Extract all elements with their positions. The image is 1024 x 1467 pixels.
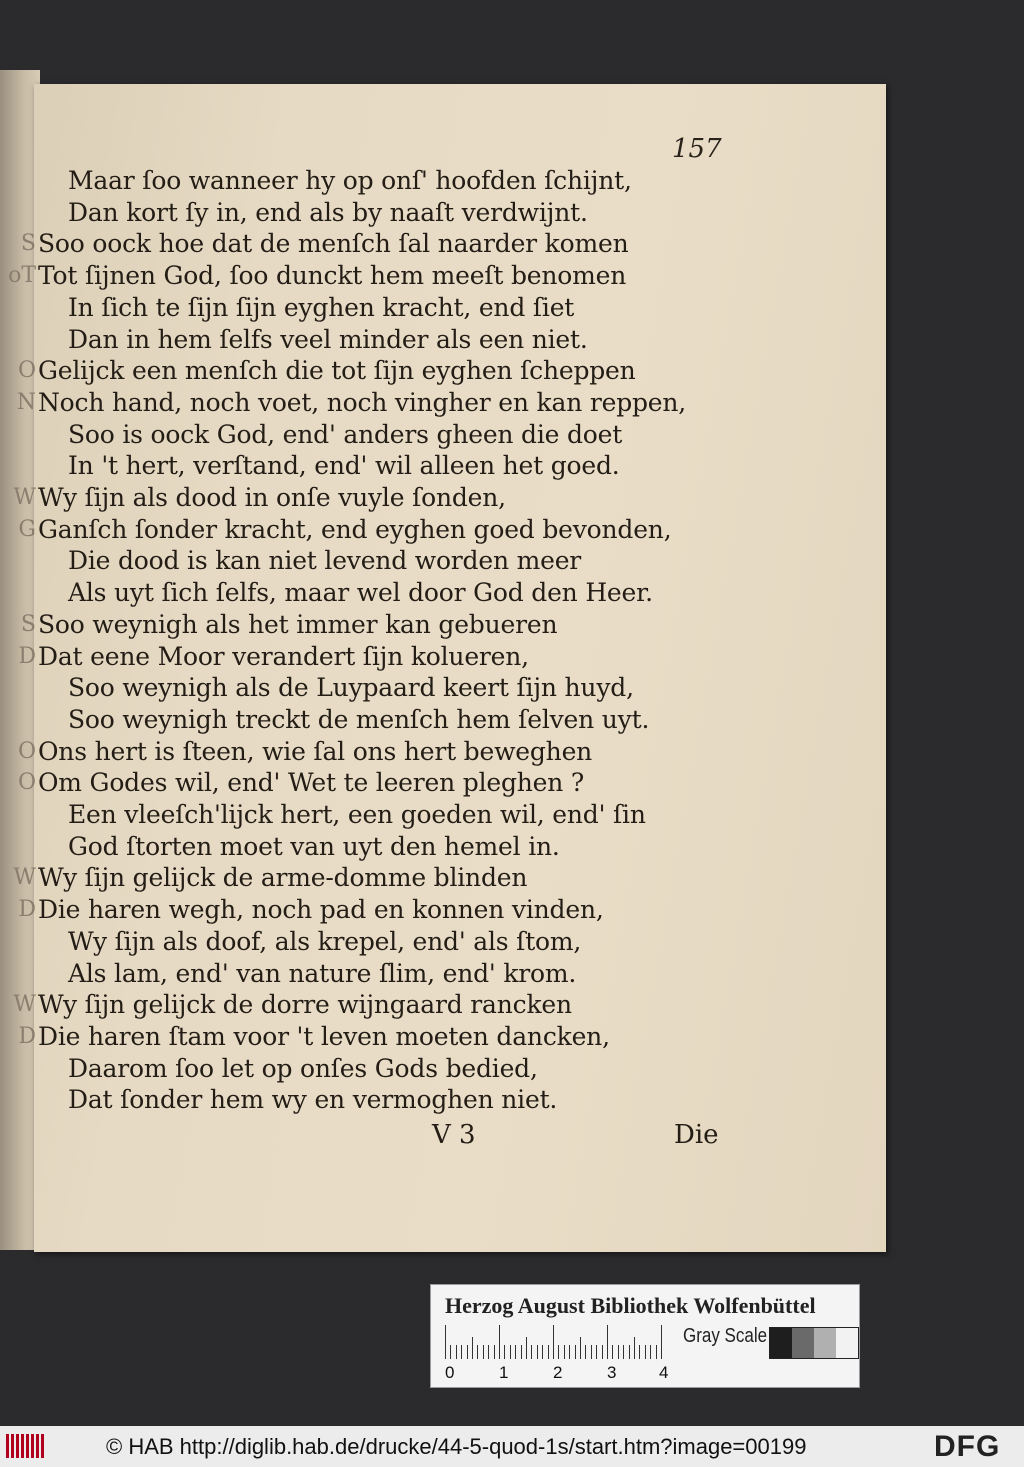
scale-ruler <box>445 1325 673 1359</box>
verse-line: Ganſch ſonder kracht, end eyghen goed bevonden, <box>38 514 672 544</box>
source-url-link[interactable]: © HAB http://diglib.hab.de/drucke/44-5-quod-1s/start.htm?image=00199 <box>106 1434 807 1459</box>
ruler-tick <box>472 1337 473 1359</box>
bleed-through-letter: W <box>13 992 36 1018</box>
gray-swatch <box>814 1328 836 1358</box>
ruler-tick <box>477 1345 478 1359</box>
ruler-tick <box>558 1345 559 1359</box>
ruler-tick <box>645 1345 646 1359</box>
verse-line: Soo oock hoe dat de menſch ſal naarder komen <box>38 229 629 259</box>
ruler-tick <box>499 1325 500 1359</box>
ruler-tick <box>639 1345 640 1359</box>
ruler-tick <box>623 1345 624 1359</box>
verse-line: Tot ſijnen God, ſoo dunckt hem meeſt benomen <box>38 261 627 291</box>
gray-scale-label: Gray Scale <box>683 1325 768 1347</box>
ruler-tick <box>602 1345 603 1359</box>
color-calibration-bar <box>430 1284 860 1388</box>
ruler-tick <box>575 1345 576 1359</box>
bleed-through-letter: oT <box>8 263 36 289</box>
verse-line: Dan kort ſy in, end als by naaſt verdwijnt. <box>68 197 588 227</box>
verse-line: Gelijck een menſch die tot ſijn eyghen ſcheppen <box>38 356 636 386</box>
verse-line: Soo is oock God, end' anders gheen die doet <box>68 419 623 449</box>
verse-line: Wy ſijn gelijck de arme-domme blinden <box>38 863 528 893</box>
ruler-tick <box>548 1345 549 1359</box>
ruler-tick <box>537 1345 538 1359</box>
verse-line: Wy ſijn als doof, als krepel, end' als ſtom, <box>68 926 582 956</box>
ruler-tick <box>542 1345 543 1359</box>
bleed-through-letter: O <box>17 738 36 764</box>
ruler-tick <box>596 1345 597 1359</box>
bleed-through-letter: D <box>18 897 36 923</box>
ruler-tick <box>629 1345 630 1359</box>
verse-line: Die haren ſtam voor 't leven moeten dancken, <box>38 1021 610 1051</box>
verse-line: Die dood is kan niet levend worden meer <box>68 546 582 576</box>
bleed-through-letter: D <box>18 1023 36 1049</box>
verse-line: Die haren wegh, noch pad en konnen vinden, <box>38 895 604 925</box>
verse-line: Dat ſonder hem wy en vermoghen niet. <box>68 1085 558 1115</box>
verse-line: Dat eene Moor verandert ſijn kolueren, <box>38 641 529 671</box>
bleed-through-letter: D <box>18 643 36 669</box>
ruler-tick <box>569 1345 570 1359</box>
scale-number: 4 <box>659 1363 669 1382</box>
ruler-tick <box>494 1345 495 1359</box>
verse-line: Om Godes wil, end' Wet te leeren pleghen ? <box>38 768 585 798</box>
bleed-through-letter: S <box>20 231 36 257</box>
signature-mark: V 3 <box>432 1120 476 1150</box>
gray-swatch <box>836 1328 858 1358</box>
ruler-tick <box>526 1337 527 1359</box>
bleed-through-letter: S <box>20 611 36 637</box>
ruler-tick <box>531 1345 532 1359</box>
ruler-tick <box>521 1345 522 1359</box>
verse-line: Als uyt ſich ſelfs, maar wel door God den Heer. <box>68 578 653 608</box>
gray-swatch <box>770 1328 792 1358</box>
ruler-tick <box>445 1325 446 1359</box>
verse-line: In 't hert, verſtand, end' wil alleen het goed. <box>68 451 620 481</box>
bleed-through-letter: W <box>13 865 36 891</box>
page-number: 157 <box>672 134 722 164</box>
verse-line: Daarom ſoo let op onſes Gods bedied, <box>68 1053 538 1083</box>
verse-line: Soo weynigh als de Luypaard keert ſijn huyd, <box>68 673 634 703</box>
ruler-tick <box>461 1345 462 1359</box>
ruler-tick <box>564 1345 565 1359</box>
ruler-tick <box>483 1345 484 1359</box>
verse-line: Noch hand, noch voet, noch vingher en kan reppen, <box>38 387 687 417</box>
ruler-tick <box>634 1337 635 1359</box>
verse-line: Wy ſijn gelijck de dorre wijngaard rancken <box>38 990 572 1020</box>
verse-line: In ſich te ſijn ſijn eyghen kracht, end ſiet <box>68 292 575 322</box>
book-page <box>34 84 886 1252</box>
ruler-tick <box>612 1345 613 1359</box>
dfg-logo: DFG <box>934 1430 1001 1463</box>
bleed-through-letter: O <box>17 770 36 796</box>
ruler-tick <box>618 1345 619 1359</box>
bleed-through-letter: N <box>16 389 36 415</box>
ruler-tick <box>656 1345 657 1359</box>
bleed-through-letter: O <box>17 358 36 384</box>
ruler-tick <box>553 1325 554 1359</box>
verse-line: Dan in hem ſelfs veel minder als een niet. <box>68 324 588 354</box>
scale-number: 3 <box>607 1363 617 1382</box>
verse-line: God ſtorten moet van uyt den hemel in. <box>68 831 560 861</box>
ruler-tick <box>456 1345 457 1359</box>
ruler-tick <box>607 1325 608 1359</box>
ruler-tick <box>467 1345 468 1359</box>
verse-line: Maar ſoo wanneer hy op onſ' hoofden ſchijnt, <box>68 166 632 195</box>
ruler-tick <box>585 1345 586 1359</box>
bleed-through-letter: G <box>18 516 36 542</box>
verse-line: Soo weynigh treckt de menſch hem ſelven uyt. <box>68 704 650 734</box>
ruler-tick <box>488 1345 489 1359</box>
ruler-tick <box>650 1345 651 1359</box>
scale-number: 2 <box>553 1363 563 1382</box>
verse-line: Een vleeſch'lijck hert, een goeden wil, end' ſin <box>68 800 646 829</box>
ruler-tick <box>591 1345 592 1359</box>
catchword: Die <box>674 1120 719 1150</box>
library-name: Herzog August Bibliothek Wolfenbüttel <box>445 1293 816 1318</box>
ruler-tick <box>515 1345 516 1359</box>
verse-line: Soo weynigh als het immer kan gebueren <box>38 609 558 639</box>
ruler-tick <box>504 1345 505 1359</box>
scale-number: 1 <box>499 1363 509 1382</box>
ruler-tick <box>661 1325 662 1359</box>
hab-logo-icon <box>6 1434 46 1458</box>
ruler-tick <box>580 1337 581 1359</box>
gray-swatches <box>769 1327 859 1359</box>
verse-line: Als lam, end' van nature ſlim, end' krom. <box>68 958 577 988</box>
gray-swatch <box>792 1328 814 1358</box>
ruler-tick <box>450 1345 451 1359</box>
bleed-through-letter: W <box>13 485 36 510</box>
verse-line: Ons hert is ſteen, wie ſal ons hert beweghen <box>38 736 593 766</box>
verse-line: Wy ſijn als dood in onſe vuyle ſonden, <box>38 483 506 512</box>
viewer-footer <box>0 1426 1024 1467</box>
ruler-tick <box>510 1345 511 1359</box>
scale-number: 0 <box>445 1363 455 1382</box>
